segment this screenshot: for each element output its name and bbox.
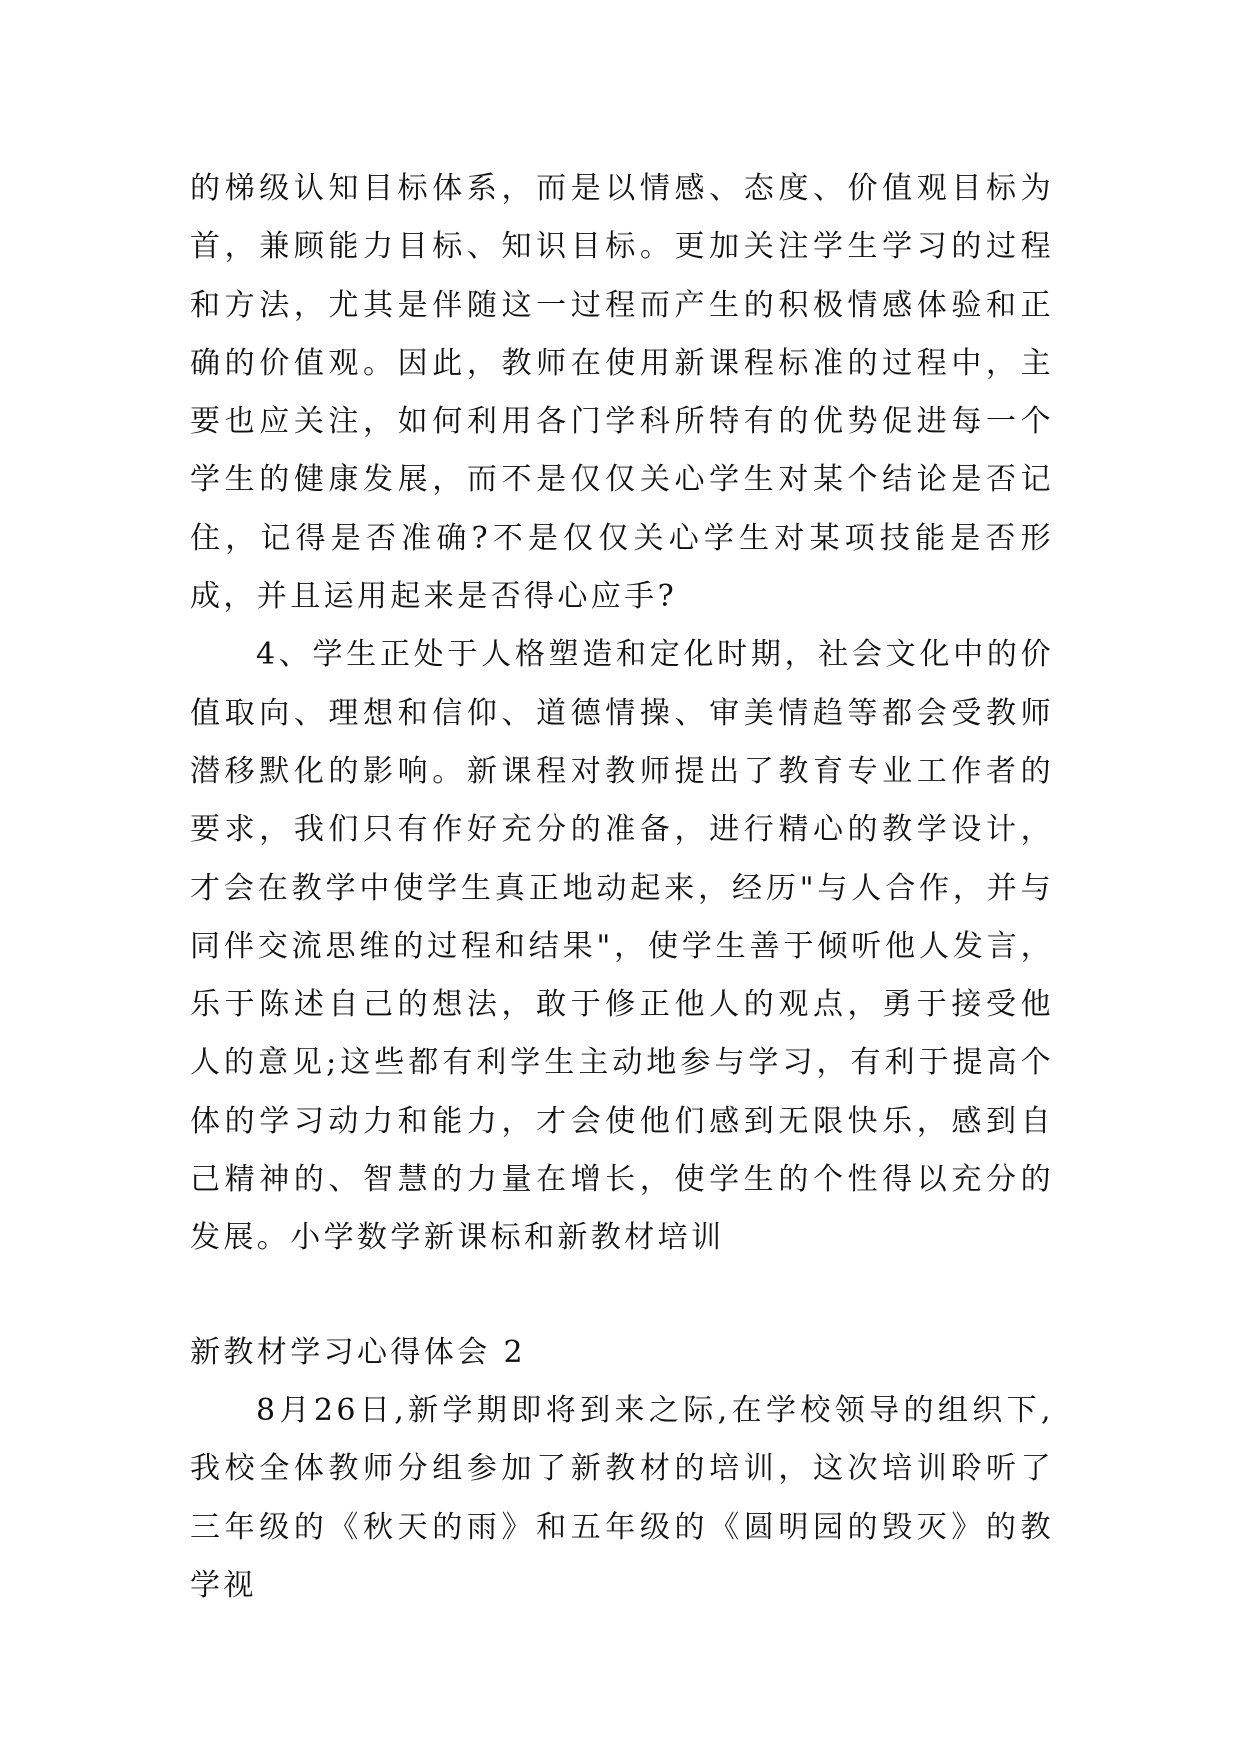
section-heading: 新教材学习心得体会 2 xyxy=(190,1334,527,1370)
paragraph-continuation: 的梯级认知目标体系，而是以情感、态度、价值观目标为首，兼顾能力目标、知识目标。更加关注学生学习的过程和方法，尤其是伴随这一过程而产生的积极情感体验和正确的价值观。因此，教师在使用新课程标准的过程中，主要也应关注，如何利用各门学科所特有的优势促进每一个学生的健康发展，而不是仅仅关心学生对某个结论是否记住，记得是否准确?不是仅仅关心学生对某项技能是否形成，并且运用起来是否得心应手? xyxy=(190,171,1054,615)
paragraph-section-intro: 8月26日,新学期即将到来之际,在学校领导的组织下,我校全体教师分组参加了新教材的培训，这次培训聆听了三年级的《秋天的雨》和五年级的《圆明园的毁灭》的教学视 xyxy=(190,1392,1054,1603)
document-body xyxy=(190,160,1054,1615)
paragraph-point-4: 4、学生正处于人格塑造和定化时期，社会文化中的价值取向、理想和信仰、道德情操、审美情趋等都会受教师潜移默化的影响。新课程对教师提出了教育专业工作者的要求，我们只有作好充分的准备，进行精心的教学设计，才会在教学中使学生真正地动起来，经历"与人合作，并与同伴交流思维的过程和结果"，使学生善于倾听他人发言，乐于陈述自己的想法，敢于修正他人的观点，勇于接受他人的意见;这些都有利学生主动地参与学习，有利于提高个体的学习动力和能力，才会使他们感到无限快乐，感到自己精神的、智慧的力量在增长，使学生的个性得以充分的发展。小学数学新课标和新教材培训 xyxy=(190,637,1054,1256)
